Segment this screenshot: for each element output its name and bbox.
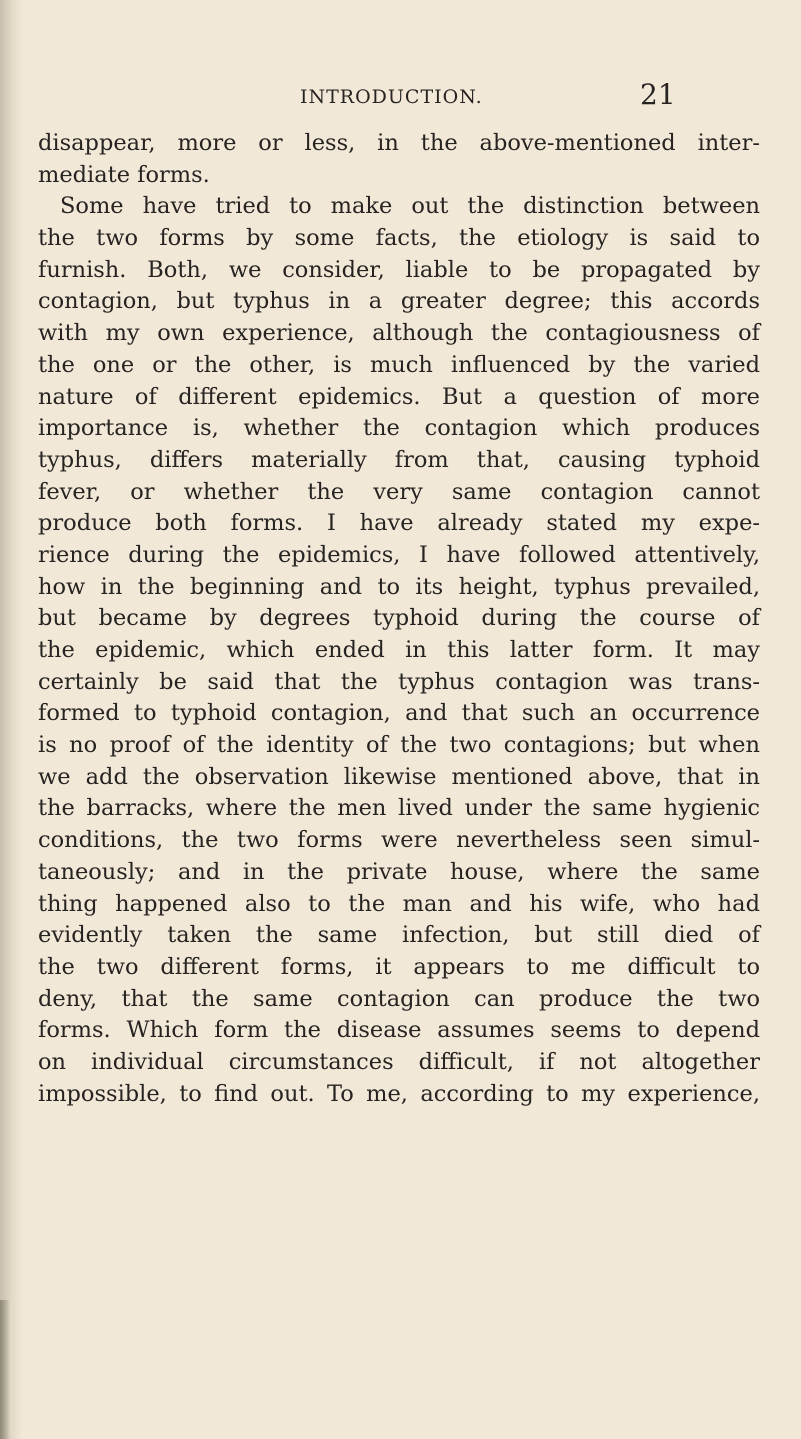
text-line: furnish. Both, we consider, liable to be propagated by [38,256,760,283]
text-line: nature of different epidemics. But a question of more [38,383,760,410]
text-line: how in the beginning and to its height, typhus prevailed, [38,573,760,600]
text-line: deny, that the same contagion can produce the two [38,985,760,1012]
text-line: the epidemic, which ended in this latter form. It may [38,637,760,663]
text-line: rience during the epidemics, I have followed attentively, [38,541,760,568]
text-line: the one or the other, is much influenced by the varied [38,351,760,378]
text-line: taneously; and in the private house, where the same [38,858,760,885]
text-line: impossible, to find out. To me, according to my experience, [38,1080,760,1107]
body-text [38,128,760,1110]
text-line: produce both forms. I have already stated my expe- [38,510,760,537]
text-line: fever, or whether the very same contagion cannot [38,478,760,505]
running-head: INTRODUCTION. [300,86,483,108]
page-number: 21 [640,78,676,111]
text-line: is no proof of the identity of the two contagions; but when [38,732,760,759]
text-line: certainly be said that the typhus contagion was trans- [38,668,760,695]
text-line: forms. Which form the disease assumes seems to depend [38,1017,760,1044]
text-line: typhus, differs materially from that, causing typhoid [38,446,760,473]
text-line: with my own experience, although the contagiousness of [38,320,760,347]
text-line: importance is, whether the contagion which produces [38,415,760,442]
text-line: mediate forms. [38,161,210,188]
text-line: we add the observation likewise mentioned above, that in [38,763,760,790]
text-line: on individual circumstances difficult, if not altogether [38,1048,760,1075]
page-edge-shadow-bottom [0,1300,10,1439]
text-line: disappear, more or less, in the above-mentioned inter- [38,130,760,156]
text-line: evidently taken the same infection, but still died of [38,922,760,949]
text-line: thing happened also to the man and his wife, who had [38,890,760,917]
text-line: contagion, but typhus in a greater degree; this accords [38,288,760,315]
text-line: conditions, the two forms were nevertheless seen simul- [38,827,760,854]
text-line: Some have tried to make out the distinction between [60,193,760,220]
text-line: but became by degrees typhoid during the course of [38,605,760,632]
text-line: the two different forms, it appears to me difficult to [38,953,760,980]
text-line: formed to typhoid contagion, and that such an occurrence [38,700,760,727]
page-edge-shadow [0,0,22,1439]
text-line: the two forms by some facts, the etiology is said to [38,225,760,252]
text-line: the barracks, where the men lived under the same hygienic [38,795,760,822]
